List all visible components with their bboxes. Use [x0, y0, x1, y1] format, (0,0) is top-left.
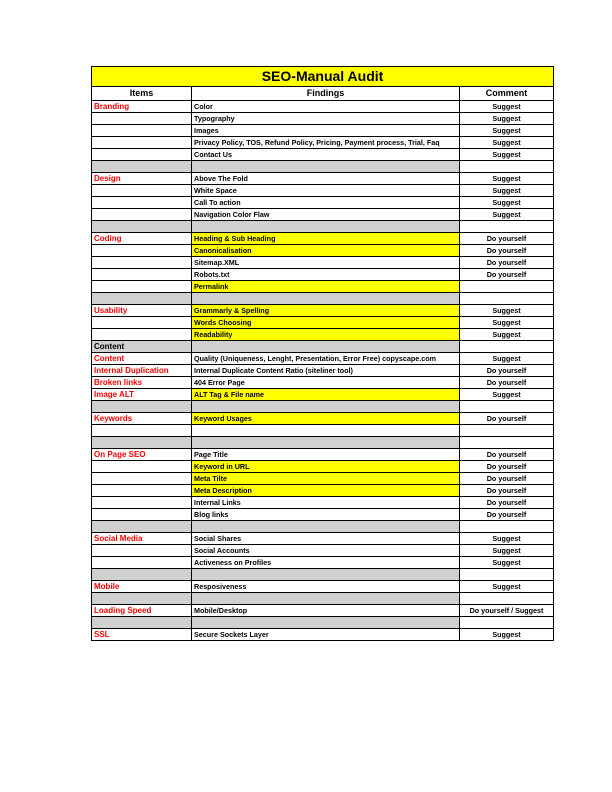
comment-cell	[460, 161, 554, 173]
finding-cell: Words Choosing	[192, 317, 460, 329]
comment-cell: Do yourself / Suggest	[460, 605, 554, 617]
table-row	[92, 113, 554, 125]
table-row	[92, 125, 554, 137]
comment-cell: Do yourself	[460, 449, 554, 461]
item-cell: On Page SEO	[92, 449, 192, 461]
item-cell	[92, 317, 192, 329]
item-cell	[92, 113, 192, 125]
comment-cell	[460, 521, 554, 533]
item-cell	[92, 125, 192, 137]
item-cell	[92, 185, 192, 197]
finding-cell: Social Accounts	[192, 545, 460, 557]
item-cell	[92, 329, 192, 341]
table-row	[92, 245, 554, 257]
comment-cell: Do yourself	[460, 377, 554, 389]
comment-cell: Suggest	[460, 197, 554, 209]
separator-row	[92, 161, 554, 173]
item-cell	[92, 281, 192, 293]
item-cell	[92, 593, 192, 605]
finding-cell: Internal Links	[192, 497, 460, 509]
finding-cell: Secure Sockets Layer	[192, 629, 460, 641]
finding-cell: Meta Description	[192, 485, 460, 497]
comment-cell: Do yourself	[460, 233, 554, 245]
finding-cell	[192, 401, 460, 413]
finding-cell: Social Shares	[192, 533, 460, 545]
table-row	[92, 137, 554, 149]
item-cell	[92, 269, 192, 281]
finding-cell: Contact Us	[192, 149, 460, 161]
item-cell: Broken links	[92, 377, 192, 389]
separator-row	[92, 617, 554, 629]
finding-cell	[192, 569, 460, 581]
comment-cell	[460, 221, 554, 233]
finding-cell: Keyword in URL	[192, 461, 460, 473]
comment-cell: Suggest	[460, 113, 554, 125]
item-cell: Design	[92, 173, 192, 185]
table-row	[92, 257, 554, 269]
comment-cell: Suggest	[460, 389, 554, 401]
finding-cell: Grammarly & Spelling	[192, 305, 460, 317]
table-row	[92, 197, 554, 209]
table-row	[92, 449, 554, 461]
comment-cell	[460, 401, 554, 413]
comment-cell: Suggest	[460, 629, 554, 641]
finding-cell: Sitemap.XML	[192, 257, 460, 269]
table-row	[92, 305, 554, 317]
finding-cell: Page Title	[192, 449, 460, 461]
comment-cell: Suggest	[460, 173, 554, 185]
table-row	[92, 485, 554, 497]
comment-cell: Do yourself	[460, 257, 554, 269]
table-row	[92, 389, 554, 401]
item-cell	[92, 521, 192, 533]
finding-cell	[192, 425, 460, 437]
item-cell	[92, 221, 192, 233]
finding-cell: Quality (Uniqueness, Lenght, Presentation, Error Free) copyscape.com	[192, 353, 460, 365]
seo-audit-table	[91, 66, 554, 641]
item-cell	[92, 137, 192, 149]
comment-cell: Suggest	[460, 125, 554, 137]
item-cell	[92, 497, 192, 509]
table-row	[92, 413, 554, 425]
finding-cell: Privacy Policy, TOS, Refund Policy, Pricing, Payment process, Trial, Faq	[192, 137, 460, 149]
finding-cell: Activeness on Profiles	[192, 557, 460, 569]
item-cell	[92, 209, 192, 221]
finding-cell: Images	[192, 125, 460, 137]
item-cell	[92, 437, 192, 449]
comment-cell: Do yourself	[460, 497, 554, 509]
finding-cell: Heading & Sub Heading	[192, 233, 460, 245]
header-row	[92, 87, 554, 101]
separator-row	[92, 569, 554, 581]
table-row	[92, 329, 554, 341]
finding-cell: Call To action	[192, 197, 460, 209]
item-cell: Content	[92, 341, 192, 353]
table-row	[92, 557, 554, 569]
comment-cell: Do yourself	[460, 473, 554, 485]
table-row	[92, 425, 554, 437]
comment-cell: Suggest	[460, 533, 554, 545]
table-row	[92, 377, 554, 389]
comment-cell	[460, 593, 554, 605]
table-row	[92, 365, 554, 377]
finding-cell	[192, 593, 460, 605]
comment-cell: Suggest	[460, 149, 554, 161]
comment-cell: Do yourself	[460, 485, 554, 497]
table-row	[92, 497, 554, 509]
item-cell: Internal Duplication	[92, 365, 192, 377]
table-row	[92, 461, 554, 473]
table-row	[92, 317, 554, 329]
item-cell	[92, 557, 192, 569]
separator-row	[92, 401, 554, 413]
table-row	[92, 629, 554, 641]
table-row	[92, 473, 554, 485]
table-row	[92, 269, 554, 281]
finding-cell: Permalink	[192, 281, 460, 293]
comment-cell: Suggest	[460, 329, 554, 341]
finding-cell	[192, 617, 460, 629]
comment-cell	[460, 617, 554, 629]
finding-cell: Meta Tilte	[192, 473, 460, 485]
finding-cell: Internal Duplicate Content Ratio (siteliner tool)	[192, 365, 460, 377]
item-cell	[92, 245, 192, 257]
finding-cell: ALT Tag & File name	[192, 389, 460, 401]
comment-cell: Do yourself	[460, 509, 554, 521]
finding-cell: Above The Fold	[192, 173, 460, 185]
comment-cell: Do yourself	[460, 461, 554, 473]
finding-cell: Color	[192, 101, 460, 113]
comment-cell	[460, 341, 554, 353]
finding-cell	[192, 437, 460, 449]
item-cell	[92, 257, 192, 269]
header-comment: Comment	[460, 87, 554, 101]
item-cell	[92, 425, 192, 437]
comment-cell: Do yourself	[460, 365, 554, 377]
table-row	[92, 185, 554, 197]
comment-cell	[460, 437, 554, 449]
table-row	[92, 233, 554, 245]
table-row	[92, 101, 554, 113]
item-cell: Branding	[92, 101, 192, 113]
table-row	[92, 509, 554, 521]
comment-cell: Suggest	[460, 305, 554, 317]
item-cell	[92, 149, 192, 161]
comment-cell: Suggest	[460, 101, 554, 113]
finding-cell: 404 Error Page	[192, 377, 460, 389]
finding-cell: Blog links	[192, 509, 460, 521]
table-row	[92, 545, 554, 557]
comment-cell	[460, 425, 554, 437]
table-row	[92, 149, 554, 161]
comment-cell: Do yourself	[460, 245, 554, 257]
finding-cell: Keyword Usages	[192, 413, 460, 425]
item-cell	[92, 545, 192, 557]
item-cell: Keywords	[92, 413, 192, 425]
item-cell: Mobile	[92, 581, 192, 593]
comment-cell: Do yourself	[460, 413, 554, 425]
item-cell: Content	[92, 353, 192, 365]
item-cell	[92, 401, 192, 413]
comment-cell: Suggest	[460, 545, 554, 557]
comment-cell	[460, 281, 554, 293]
item-cell	[92, 461, 192, 473]
item-cell	[92, 161, 192, 173]
finding-cell	[192, 293, 460, 305]
item-cell: Loading Speed	[92, 605, 192, 617]
item-cell	[92, 569, 192, 581]
comment-cell: Suggest	[460, 137, 554, 149]
finding-cell: Navigation Color Flaw	[192, 209, 460, 221]
item-cell: Usability	[92, 305, 192, 317]
item-cell: Image ALT	[92, 389, 192, 401]
comment-cell: Suggest	[460, 209, 554, 221]
table-row	[92, 353, 554, 365]
finding-cell	[192, 341, 460, 353]
separator-row	[92, 221, 554, 233]
finding-cell: Typography	[192, 113, 460, 125]
table-row	[92, 173, 554, 185]
comment-cell: Suggest	[460, 317, 554, 329]
item-cell: Coding	[92, 233, 192, 245]
header-findings: Findings	[192, 87, 460, 101]
item-cell	[92, 509, 192, 521]
finding-cell: Robots.txt	[192, 269, 460, 281]
separator-row	[92, 341, 554, 353]
separator-row	[92, 593, 554, 605]
comment-cell	[460, 293, 554, 305]
title-row	[92, 67, 554, 87]
finding-cell: Resposiveness	[192, 581, 460, 593]
table-row	[92, 533, 554, 545]
finding-cell	[192, 221, 460, 233]
item-cell	[92, 197, 192, 209]
comment-cell: Do yourself	[460, 269, 554, 281]
finding-cell: Mobile/Desktop	[192, 605, 460, 617]
item-cell: Social Media	[92, 533, 192, 545]
finding-cell	[192, 161, 460, 173]
table-row	[92, 281, 554, 293]
table-row	[92, 209, 554, 221]
header-items: Items	[92, 87, 192, 101]
finding-cell: Canonicalisation	[192, 245, 460, 257]
table-row	[92, 581, 554, 593]
comment-cell: Suggest	[460, 557, 554, 569]
item-cell	[92, 293, 192, 305]
comment-cell: Suggest	[460, 353, 554, 365]
finding-cell: Readability	[192, 329, 460, 341]
separator-row	[92, 521, 554, 533]
separator-row	[92, 293, 554, 305]
table-row	[92, 605, 554, 617]
separator-row	[92, 437, 554, 449]
item-cell	[92, 485, 192, 497]
finding-cell: White Space	[192, 185, 460, 197]
item-cell: SSL	[92, 629, 192, 641]
sheet-title: SEO-Manual Audit	[92, 67, 554, 87]
comment-cell: Suggest	[460, 581, 554, 593]
item-cell	[92, 473, 192, 485]
finding-cell	[192, 521, 460, 533]
comment-cell: Suggest	[460, 185, 554, 197]
item-cell	[92, 617, 192, 629]
comment-cell	[460, 569, 554, 581]
